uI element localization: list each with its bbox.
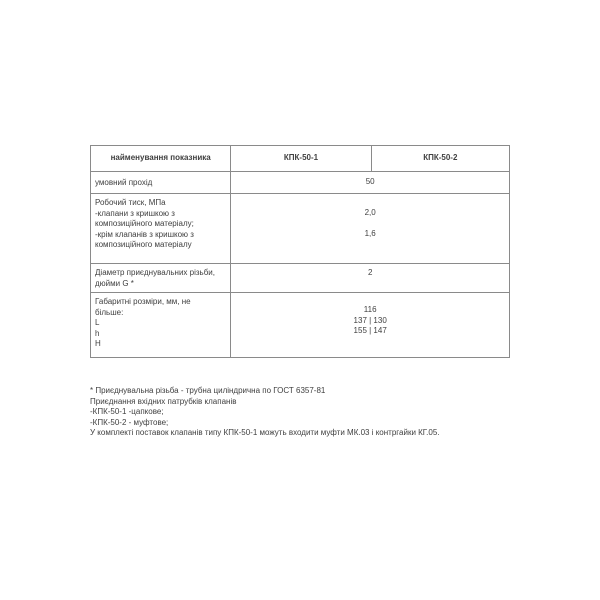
header-kpk-50-1: КПК-50-1 xyxy=(231,146,371,172)
row-label xyxy=(91,264,231,293)
footnote-line: * Приєднувальна різьба - трубна циліндрична по ГОСТ 6357-81 xyxy=(90,386,326,395)
footnote-line: У комплекті поставок клапанів типу КПК-50-1 можуть входити муфти МК.03 і контргайки КГ.05. xyxy=(90,428,440,437)
label-line: більше: xyxy=(95,307,124,317)
label-line: -клапани з кришкою з xyxy=(95,208,175,218)
row-value xyxy=(231,293,510,358)
value-line: 137 | 130 xyxy=(353,315,387,325)
table-row xyxy=(91,293,510,358)
footnotes xyxy=(90,386,510,439)
value-line: 2,0 xyxy=(364,208,376,217)
row-label xyxy=(91,293,231,358)
header-parameter-name: найменування показника xyxy=(91,146,231,172)
value-line: 2 xyxy=(367,268,373,277)
label-line: Габаритні розміри, мм, не xyxy=(95,297,191,306)
label-line: композиційного матеріалу xyxy=(95,240,192,249)
label-line: Робочий тиск, МПа xyxy=(95,198,166,207)
label-line: L xyxy=(95,318,100,327)
row-value xyxy=(231,264,510,293)
label-line: умовний прохід xyxy=(95,177,153,187)
label-line: Діаметр приєднувальних різьби, xyxy=(95,268,215,277)
footnote-line: Приєднання вхідних патрубків клапанів xyxy=(90,396,237,406)
table-row xyxy=(91,172,510,194)
value-line: 116 xyxy=(363,305,377,314)
label-line: композиційного матеріалу; xyxy=(95,219,194,228)
value-line: 155 | 147 xyxy=(353,326,387,335)
table-row xyxy=(91,264,510,293)
label-line: h xyxy=(95,328,100,338)
row-value xyxy=(231,172,510,194)
header-kpk-50-2: КПК-50-2 xyxy=(371,146,509,172)
footnote-line: -КПК-50-2 - муфтове; xyxy=(90,417,169,427)
spec-table xyxy=(90,145,510,358)
label-line: H xyxy=(95,339,101,348)
value-line: 50 xyxy=(365,177,375,187)
row-label xyxy=(91,172,231,194)
table-row xyxy=(91,194,510,264)
label-line: -крім клапанів з кришкою з xyxy=(95,229,194,239)
value-line: 1,6 xyxy=(364,229,376,238)
table-header-row xyxy=(91,146,510,172)
footnote-line: -КПК-50-1 -цапкове; xyxy=(90,407,164,416)
row-label xyxy=(91,194,231,264)
row-value xyxy=(231,194,510,264)
label-line: дюйми G * xyxy=(95,278,134,288)
